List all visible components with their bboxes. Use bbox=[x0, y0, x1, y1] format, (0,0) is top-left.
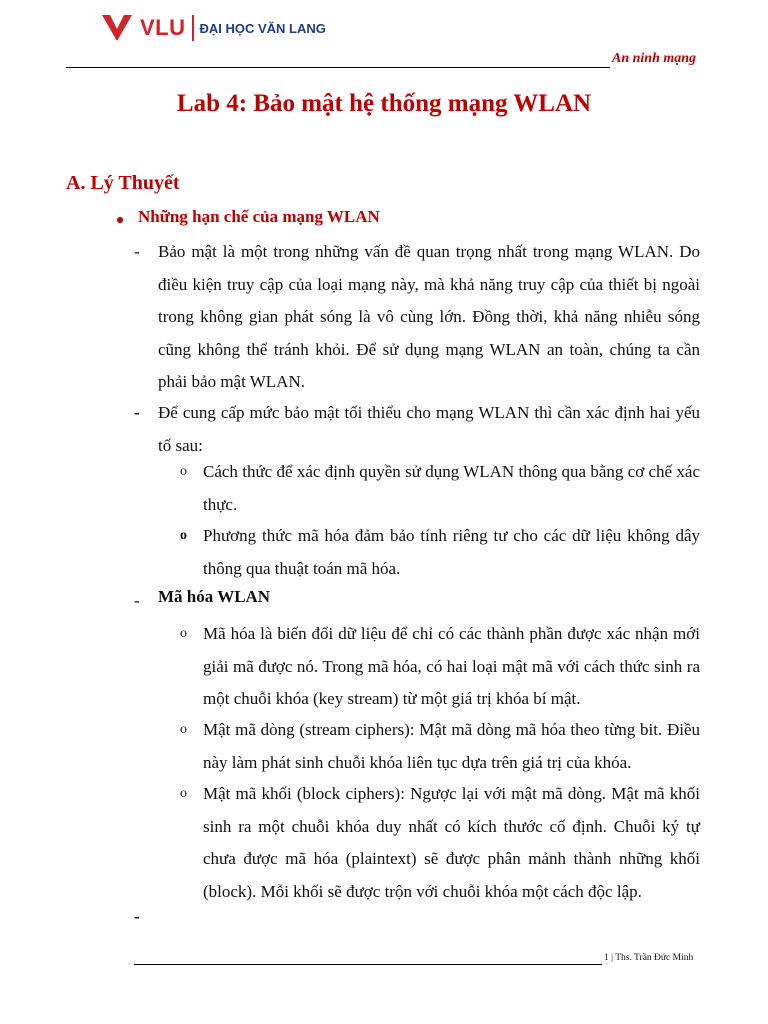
circle-marker: o bbox=[180, 464, 187, 479]
paragraph-2b: Phương thức mã hóa đảm bảo tính riêng tư cho các dữ liệu không dây thông qua thuật toán mã hóa. bbox=[203, 526, 700, 578]
circle-marker: o bbox=[180, 528, 187, 543]
course-name: An ninh mạng bbox=[612, 51, 697, 66]
circle-marker: o bbox=[180, 786, 187, 801]
bullet-icon bbox=[117, 217, 123, 223]
dash-marker: - bbox=[134, 242, 140, 261]
paragraph-2: Để cung cấp mức bảo mật tối thiểu cho mạng WLAN thì cần xác định hai yếu tố sau: bbox=[158, 403, 700, 455]
dash-marker: - bbox=[134, 403, 140, 422]
section-heading: A. Lý Thuyết bbox=[66, 172, 180, 194]
dash-marker: - bbox=[134, 591, 140, 610]
page-title: Lab 4: Bảo mật hệ thống mạng WLAN bbox=[176, 90, 592, 117]
paragraph-2a: Cách thức để xác định quyền sử dụng WLAN thông qua bằng cơ chế xác thực. bbox=[203, 462, 700, 514]
paragraph-3c: Mật mã khối (block ciphers): Ngược lại với mật mã dòng. Mật mã khối sinh ra một chuỗi khóa duy nhất có kích thước cố định. Chuỗi ký tự chưa được mã hóa (plaintext) sẽ được phân mảnh thành những khối (block). Mỗi khối sẽ được trộn với chuỗi khóa một cách độc lập. bbox=[203, 784, 700, 901]
subsection-heading: Mã hóa WLAN bbox=[158, 587, 271, 606]
paragraph-3a: Mã hóa là biến đổi dữ liệu để chỉ có các thành phần được xác nhận mới giải mã được nó. Trong mã hóa, có hai loại mật mã với cách thức sinh ra một chuỗi khóa (key stream) từ một giá trị khóa bí mật. bbox=[203, 624, 700, 708]
vlu-emblem-icon bbox=[100, 11, 134, 45]
header-rule bbox=[66, 67, 610, 68]
footer-text: 1 | Ths. Trần Đức Minh bbox=[604, 953, 694, 963]
circle-marker: o bbox=[180, 722, 187, 737]
subheading: Những hạn chế của mạng WLAN bbox=[138, 207, 380, 226]
university-logo bbox=[100, 6, 326, 50]
paragraph-1: Bảo mật là một trong những vấn đề quan trọng nhất trong mạng WLAN. Do điều kiện truy cập của loại mạng này, mà khả năng truy cập của thiết bị ngoài trong không gian phát sóng là vô cùng lớn. Đồng thời, khả năng nhiễu sóng cũng không thể tránh khỏi. Để sử dụng mạng WLAN an toàn, chúng ta cần phải bảo mật WLAN. bbox=[158, 242, 700, 391]
logo-text: VLU bbox=[140, 15, 186, 40]
university-name: ĐẠI HỌC VĂN LANG bbox=[199, 20, 326, 36]
footer-rule bbox=[134, 964, 602, 965]
circle-marker: o bbox=[180, 626, 187, 641]
logo-divider bbox=[192, 15, 194, 41]
dash-marker: - bbox=[134, 907, 140, 926]
paragraph-3b: Mật mã dòng (stream ciphers): Mật mã dòng mã hóa theo từng bit. Điều này làm phát sinh chuỗi khóa liên tục dựa trên giá trị của khóa. bbox=[203, 720, 700, 772]
